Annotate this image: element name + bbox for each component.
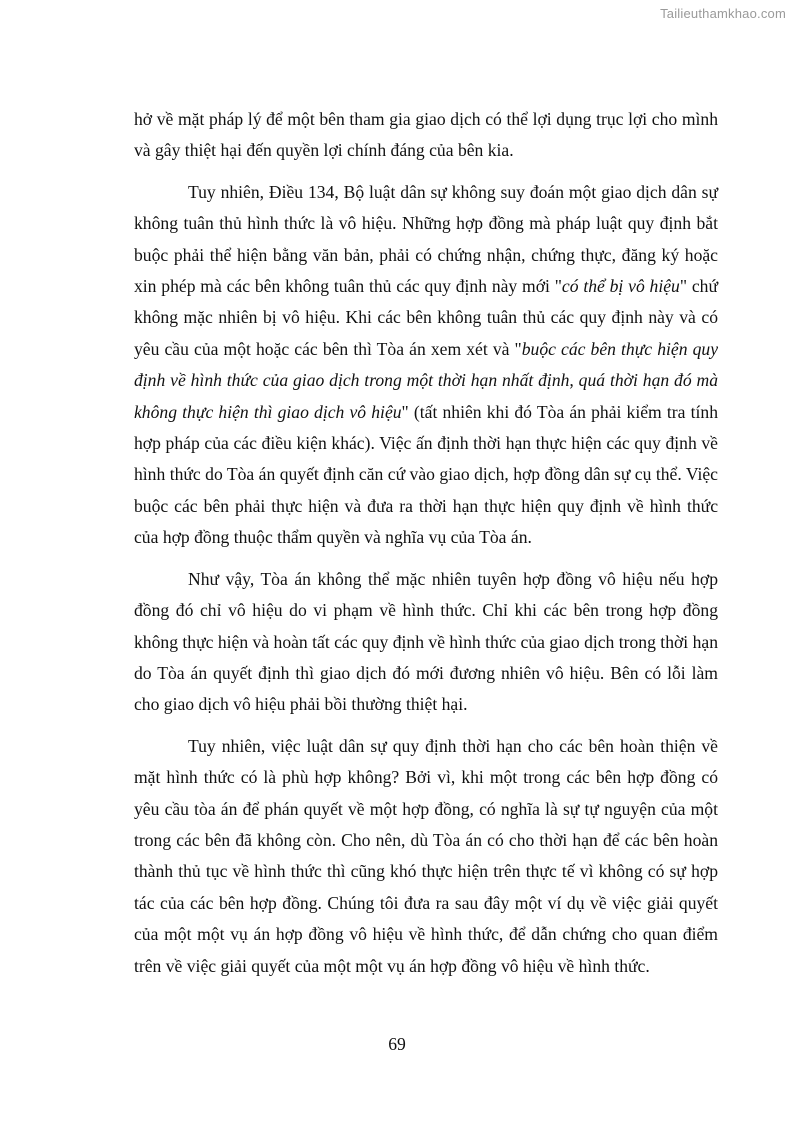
paragraph-question xyxy=(134,731,718,982)
paragraph-conclusion xyxy=(134,564,718,721)
text-run: Tuy nhiên, việc luật dân sự quy định thời hạn cho các bên hoàn thiện về mặt hình thức có là phù hợp không? Bởi vì, khi một trong các bên hợp đồng có yêu cầu tòa án để phán quyết về một hợp đồng, có nghĩa là sự tự nguyện của một trong các bên đã không còn. Cho nên, dù Tòa án có cho thời hạn để các bên hoàn thành thủ tục về hình thức thì cũng khó thực hiện trên thực tế vì không có sự hợp tác của các bên hợp đồng. Chúng tôi đưa ra sau đây một ví dụ về việc giải quyết của một một vụ án hợp đồng vô hiệu về hình thức, để dẫn chứng cho quan điểm trên về việc giải quyết của một một vụ án hợp đồng vô hiệu về hình thức. xyxy=(134,735,718,976)
italic-quote: có thể bị vô hiệu xyxy=(561,276,680,297)
page-body xyxy=(134,104,718,982)
watermark: Tailieuthamkhao.com xyxy=(660,6,786,21)
paragraph-continuation xyxy=(134,104,718,167)
text-run: Tuy nhiên, Điều 134, Bộ luật dân sự không suy đoán một giao dịch dân sự không tuân thủ hình thức là vô hiệu. Những hợp đồng mà pháp luật quy định bắt buộc phải thể hiện bằng văn bản, phải có chứng nhận, chứng thực, đăng ký hoặc xin phép mà các bên không tuân thủ các quy định này mới " xyxy=(134,181,718,297)
italic-quote: buộc các bên thực hiện quy định về hình thức của giao dịch trong một thời hạn nhất định, quá thời hạn đó mà không thực hiện thì giao dịch vô hiệu xyxy=(134,338,719,422)
text-run: " (tất nhiên khi đó Tòa án phải kiểm tra tính hợp pháp của các điều kiện khác). Việc ấn định thời hạn thực hiện các quy định về hình thức do Tòa án quyết định căn cứ vào giao dịch, hợp đồng dân sự cụ thể. Việc buộc các bên phải thực hiện và đưa ra thời hạn thực hiện quy định về hình thức của hợp đồng thuộc thẩm quyền và nghĩa vụ của Tòa án. xyxy=(134,401,718,548)
text-run: " chứ không mặc nhiên bị vô hiệu. Khi các bên không tuân thủ các quy định này và có yêu cầu của một hoặc các bên thì Tòa án xem xét và " xyxy=(134,276,718,359)
text-run: Như vậy, Tòa án không thể mặc nhiên tuyên hợp đồng vô hiệu nếu hợp đồng đó chỉ vô hiệu do vi phạm về hình thức. Chỉ khi các bên trong hợp đồng không thực hiện và hoàn tất các quy định về hình thức của giao dịch trong thời hạn do Tòa án quyết định thì giao dịch đó mới đương nhiên vô hiệu. Bên có lỗi làm cho giao dịch vô hiệu phải bồi thường thiệt hại. xyxy=(134,568,718,715)
page-number: 69 xyxy=(388,1034,406,1054)
paragraph-article-134 xyxy=(134,177,718,554)
text-run: hở về mặt pháp lý để một bên tham gia giao dịch có thể lợi dụng trục lợi cho mình và gây thiệt hại đến quyền lợi chính đáng của bên kia. xyxy=(134,109,718,161)
